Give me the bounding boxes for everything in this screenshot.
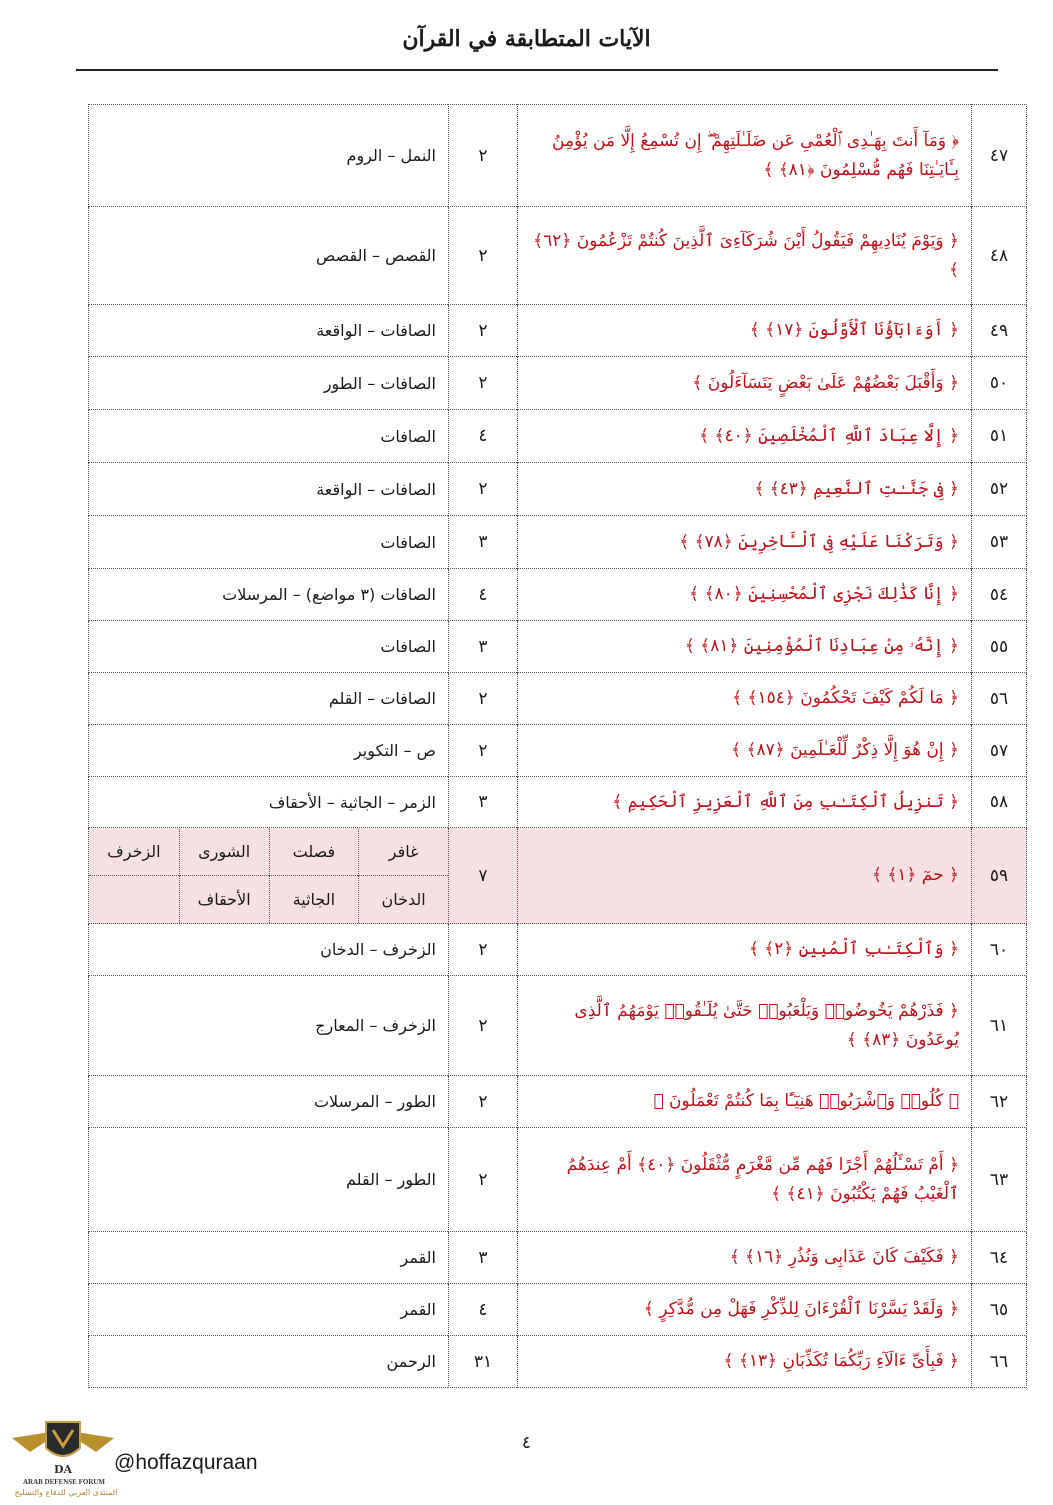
surah-list: ص – التكوير: [89, 725, 449, 777]
verse-text: ﴿ كُلُوا۟ وَٱشْرَبُوا۟ هَنِيٓـًٔا بِمَا كُنتُمْ تَعْمَلُونَ ﴾: [518, 1076, 972, 1128]
table-row: [89, 828, 1027, 924]
surah-list: الصافات: [89, 410, 449, 463]
verse-number: ٦٤: [972, 1232, 1027, 1284]
page-number: ٤: [521, 1433, 532, 1453]
verse-number: ٥٥: [972, 621, 1027, 673]
surah-list: الطور – القلم: [89, 1128, 449, 1232]
occurrence-count: ٢: [449, 924, 518, 976]
occurrence-count: ٣: [449, 777, 518, 828]
table-row: [89, 621, 1027, 673]
verse-number: ٥٢: [972, 463, 1027, 516]
surah-list: القمر: [89, 1232, 449, 1284]
occurrence-count: ٣: [449, 1232, 518, 1284]
verse-text: ﴿ إِلَّا عِبَادَ ٱللَّهِ ٱلْمُخْلَصِينَ ﴿٤٠﴾ ﴾: [518, 410, 972, 463]
verse-text: ﴿ تَنزِيلُ ٱلْكِتَـٰبِ مِنَ ٱللَّهِ ٱلْعَزِيزِ ٱلْحَكِيمِ ﴾: [518, 777, 972, 828]
verse-text: ﴿ مَا لَكُمْ كَيْفَ تَحْكُمُونَ ﴿١٥٤﴾ ﴾: [518, 673, 972, 725]
logo-text: DA: [53, 1463, 73, 1476]
table-row: [89, 1232, 1027, 1284]
verse-text: ﴿ وَتَرَكْنَا عَلَيْهِ فِى ٱلْـَٔاخِرِينَ ﴿٧٨﴾ ﴾: [518, 516, 972, 569]
table-row: [89, 725, 1027, 777]
table-row: [89, 1284, 1027, 1336]
verse-text: ﴿ إِنْ هُوَ إِلَّا ذِكْرٌ لِّلْعَـٰلَمِينَ ﴿٨٧﴾ ﴾: [518, 725, 972, 777]
surah-list: الصافات: [89, 516, 449, 569]
verse-number: ٤٩: [972, 305, 1027, 357]
surah-name-cell: غافر: [358, 829, 448, 877]
verses-table-body: [89, 105, 1027, 1388]
verse-text: ﴿ فَكَيْفَ كَانَ عَذَابِى وَنُذُرِ ﴿١٦﴾ ﴾: [518, 1232, 972, 1284]
verse-text: ﴿ فَذَرْهُمْ يَخُوضُوا۟ وَيَلْعَبُوا۟ حَتَّىٰ يُلَـٰقُوا۟ يَوْمَهُمُ ٱلَّذِى يُوعَدُونَ ﴿٨٣﴾ ﴾: [518, 976, 972, 1076]
surah-list: الصافات – الطور: [89, 357, 449, 410]
surah-name-cell: الزخرف: [89, 829, 179, 877]
surah-list: الزمر – الجاثية – الأحقاف: [89, 777, 449, 828]
surah-list: الصافات: [89, 621, 449, 673]
verse-number: ٦١: [972, 976, 1027, 1076]
table-row: [89, 516, 1027, 569]
verses-table: [88, 104, 1027, 1388]
surah-list-grid: [89, 828, 449, 924]
occurrence-count: ٤: [449, 1284, 518, 1336]
occurrence-count: ٢: [449, 357, 518, 410]
occurrence-count: ٢: [449, 725, 518, 777]
verse-number: ٦٦: [972, 1336, 1027, 1388]
verse-number: ٤٧: [972, 105, 1027, 207]
verse-text: ﴿ إِنَّهُۥ مِنْ عِبَادِنَا ٱلْمُؤْمِنِينَ ﴿٨١﴾ ﴾: [518, 621, 972, 673]
table-row: [89, 1076, 1027, 1128]
verse-number: ٥٠: [972, 357, 1027, 410]
surah-list: الصافات (٣ مواضع) – المرسلات: [89, 569, 449, 621]
surah-name-cell: الشورى: [179, 829, 269, 877]
occurrence-count: ٢: [449, 976, 518, 1076]
occurrence-count: ٤: [449, 569, 518, 621]
verse-number: ٦٣: [972, 1128, 1027, 1232]
surah-list: النمل – الروم: [89, 105, 449, 207]
verse-number: ٥١: [972, 410, 1027, 463]
verse-text: ﴿ أَمْ تَسْـَٔلُهُمْ أَجْرًا فَهُم مِّن مَّغْرَمٍ مُّثْقَلُونَ ﴿٤٠﴾ أَمْ عِندَهُمُ ٱلْغَيْبُ فَهُمْ يَكْتُبُونَ ﴿٤١﴾ ﴾: [518, 1128, 972, 1232]
title-divider: [76, 69, 998, 71]
table-row: [89, 777, 1027, 828]
table-row: [89, 976, 1027, 1076]
page-title: الآيات المتطابقة في القرآن: [402, 26, 651, 52]
verse-text: ﴿ فَبِأَىِّ ءَالَآءِ رَبِّكُمَا تُكَذِّبَانِ ﴿١٣﴾ ﴾: [518, 1336, 972, 1388]
occurrence-count: ٢: [449, 305, 518, 357]
surah-name-cell: [89, 876, 179, 923]
surah-name-cell: الجاثية: [269, 876, 359, 923]
table-row: [89, 410, 1027, 463]
verse-number: ٦٠: [972, 924, 1027, 976]
occurrence-count: ٢: [449, 673, 518, 725]
table-row: [89, 357, 1027, 410]
surah-name-cell: الأحقاف: [179, 876, 269, 923]
occurrence-count: ٢: [449, 207, 518, 305]
verse-text: ﴿ وَيَوْمَ يُنَادِيهِمْ فَيَقُولُ أَيْنَ شُرَكَآءِىَ ٱلَّذِينَ كُنتُمْ تَزْعُمُونَ ﴿٦٢﴾ ﴾: [518, 207, 972, 305]
table-row: [89, 1336, 1027, 1388]
social-handle: @hoffazquraan: [114, 1451, 258, 1474]
surah-list: الصافات – القلم: [89, 673, 449, 725]
surah-list: القصص – القصص: [89, 207, 449, 305]
verse-number: ٥٣: [972, 516, 1027, 569]
verse-text: ﴿ وَلَقَدْ يَسَّرْنَا ٱلْقُرْءَانَ لِلذِّكْرِ فَهَلْ مِن مُّدَّكِرٍ ﴾: [518, 1284, 972, 1336]
verse-number: ٥٧: [972, 725, 1027, 777]
table-row: [89, 105, 1027, 207]
verse-number: ٤٨: [972, 207, 1027, 305]
verse-text: ﴿ إِنَّا كَذَٰلِكَ نَجْزِى ٱلْمُحْسِنِينَ ﴿٨٠﴾ ﴾: [518, 569, 972, 621]
verse-text: ﴿ فِى جَنَّـٰتِ ٱلنَّعِيمِ ﴿٤٣﴾ ﴾: [518, 463, 972, 516]
verse-number: ٥٦: [972, 673, 1027, 725]
verse-number: ٥٩: [972, 828, 1027, 924]
surah-grid: [89, 829, 448, 923]
verse-text: ﴿ أَوَءَابَآؤُنَا ٱلْأَوَّلُونَ ﴿١٧﴾ ﴾: [518, 305, 972, 357]
surah-list: الطور – المرسلات: [89, 1076, 449, 1128]
surah-list: القمر: [89, 1284, 449, 1336]
verse-text: ﴿ وَمَآ أَنتَ بِهَـٰدِى ٱلْعُمْىِ عَن ضَلَـٰلَتِهِمْ ۖ إِن تُسْمِعُ إِلَّا مَن يُؤْمِنُ بِـَٔايَـٰتِنَا فَهُم مُّسْلِمُونَ ﴿٨١﴾ ﴾: [518, 105, 972, 207]
verse-text: ﴿ وَأَقْبَلَ بَعْضُهُمْ عَلَىٰ بَعْضٍ يَتَسَآءَلُونَ ﴾: [518, 357, 972, 410]
verse-number: ٥٤: [972, 569, 1027, 621]
table-row: [89, 1128, 1027, 1232]
verse-text: ﴿ وَٱلْكِتَـٰبِ ٱلْمُبِينِ ﴿٢﴾ ﴾: [518, 924, 972, 976]
occurrence-count: ٣١: [449, 1336, 518, 1388]
logo-caption: ARAB DEFENSE FORUM: [22, 1478, 106, 1486]
table-row: [89, 207, 1027, 305]
surah-list: الزخرف – المعارج: [89, 976, 449, 1076]
verse-number: ٥٨: [972, 777, 1027, 828]
occurrence-count: ٣: [449, 621, 518, 673]
occurrence-count: ٧: [449, 828, 518, 924]
verse-number: ٦٥: [972, 1284, 1027, 1336]
surah-name-cell: فصلت: [269, 829, 359, 877]
surah-list: الصافات – الواقعة: [89, 305, 449, 357]
surah-list: الزخرف – الدخان: [89, 924, 449, 976]
occurrence-count: ٢: [449, 1076, 518, 1128]
table-row: [89, 673, 1027, 725]
occurrence-count: ٤: [449, 410, 518, 463]
surah-list: الرحمن: [89, 1336, 449, 1388]
occurrence-count: ٢: [449, 1128, 518, 1232]
table-row: [89, 569, 1027, 621]
occurrence-count: ٣: [449, 516, 518, 569]
table-row: [89, 463, 1027, 516]
surah-name-cell: الدخان: [358, 876, 448, 923]
surah-list: الصافات – الواقعة: [89, 463, 449, 516]
table-row: [89, 924, 1027, 976]
occurrence-count: ٢: [449, 105, 518, 207]
verse-text: ﴿ حمٓ ﴿١﴾ ﴾: [518, 828, 972, 924]
logo-caption-arabic: المنتدى العربي للدفاع والتسليح: [14, 1488, 118, 1497]
occurrence-count: ٢: [449, 463, 518, 516]
table-row: [89, 305, 1027, 357]
verse-number: ٦٢: [972, 1076, 1027, 1128]
